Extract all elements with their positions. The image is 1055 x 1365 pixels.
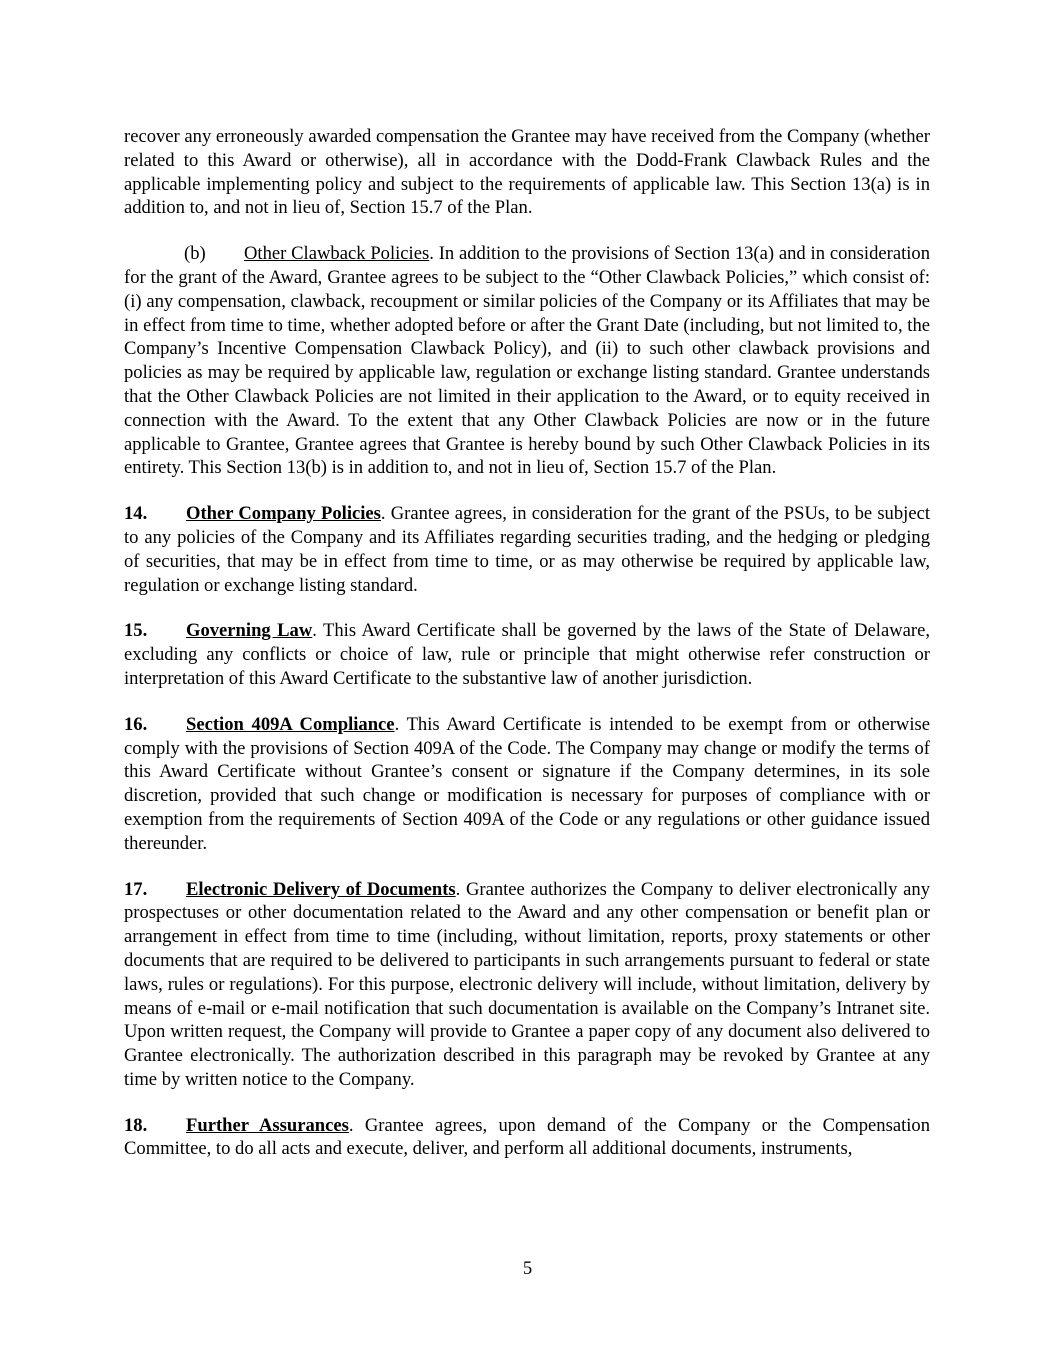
section-18-number: 18.	[124, 1114, 148, 1136]
section-14-number: 14.	[124, 503, 148, 525]
section-17-paragraph	[124, 878, 930, 1092]
section-15-title: Governing Law	[186, 620, 313, 642]
section-15-number: 15.	[124, 620, 148, 642]
section-16-paragraph	[124, 713, 930, 856]
continuation-paragraph: recover any erroneously awarded compensation the Grantee may have received from the Company (whether related to this Award or otherwise), all in accordance with the Dodd-Frank Clawback Rules and the applicable implementing policy and subject to the requirements of applicable law. This Section 13(a) is in addition to, and not in lieu of, Section 15.7 of the Plan.	[124, 126, 930, 219]
section-17-title: Electronic Delivery of Documents	[186, 878, 456, 900]
section-16-title: Section 409A Compliance	[186, 713, 395, 735]
section-18-title: Further Assurances	[186, 1114, 349, 1136]
page-number: 5	[522, 1258, 533, 1279]
section-18-paragraph	[124, 1114, 930, 1162]
subsection-b-title: Other Clawback Policies	[244, 243, 430, 265]
section-15-paragraph	[124, 619, 930, 690]
section-17-number: 17.	[124, 878, 148, 900]
section-16-body: . This Award Certificate is intended to be exempt from or otherwise comply with the provisions of Section 409A of the Code. The Company may change or modify the terms of this Award Certificate without Grantee’s consent or signature if the Company determines, in its sole discretion, provided that such change or modification is necessary for purposes of compliance with or exemption from the requirements of Section 409A of the Code or any regulations or other guidance issued thereunder.	[124, 713, 930, 854]
subsection-b-body: . In addition to the provisions of Section 13(a) and in consideration for the grant of the Award, Grantee agrees to be subject to the “Other Clawback Policies,” which consist of: (i) any compensation, clawback, recoupment or similar policies of the Company or its Affiliates that may be in effect from time to time, whether adopted before or after the Grant Date (including, but not limited to, the Company’s Incentive Compensation Clawback Policy), and (ii) to such other clawback provisions and policies as may be required by applicable law, regulation or exchange listing standard. Grantee understands that the Other Clawback Policies are not limited in their application to the Award, or to equity received in connection with the Award. To the extent that any Other Clawback Policies are now or in the future applicable to Grantee, Grantee agrees that Grantee is hereby bound by such Other Clawback Policies in its entirety. This Section 13(b) is in addition to, and not in lieu of, Section 15.7 of the Plan.	[124, 243, 930, 479]
section-18-body: . Grantee agrees, upon demand of the Company or the Compensation Committee, to do all acts and execute, deliver, and perform all additional documents, instruments,	[124, 1114, 930, 1160]
subsection-b-label: (b)	[184, 243, 206, 265]
section-15-body: . This Award Certificate shall be governed by the laws of the State of Delaware, excluding any conflicts or choice of law, rule or principle that might otherwise refer construction or interpretation of this Award Certificate to the substantive law of another jurisdiction.	[124, 620, 930, 689]
subsection-b-paragraph	[124, 242, 930, 480]
document-page	[124, 125, 930, 1161]
section-14-title: Other Company Policies	[186, 503, 381, 525]
section-14-body: . Grantee agrees, in consideration for the grant of the PSUs, to be subject to any policies of the Company and its Affiliates regarding securities trading, and the hedging or pledging of securities, that may be in effect from time to time, or as may otherwise be required by applicable law, regulation or exchange listing standard.	[124, 503, 930, 596]
section-16-number: 16.	[124, 713, 148, 735]
section-17-body: . Grantee authorizes the Company to deliver electronically any prospectuses or other documentation related to the Award and any other compensation or benefit plan or arrangement in effect from time to time (including, without limitation, reports, proxy statements or other documents that are required to be delivered to participants in such arrangements pursuant to federal or state laws, rules or regulations). For this purpose, electronic delivery will include, without limitation, delivery by means of e-mail or e-mail notification that such documentation is available on the Company’s Intranet site. Upon written request, the Company will provide to Grantee a paper copy of any document also delivered to Grantee electronically. The authorization described in this paragraph may be revoked by Grantee at any time by written notice to the Company.	[124, 878, 930, 1090]
section-14-paragraph	[124, 502, 930, 597]
